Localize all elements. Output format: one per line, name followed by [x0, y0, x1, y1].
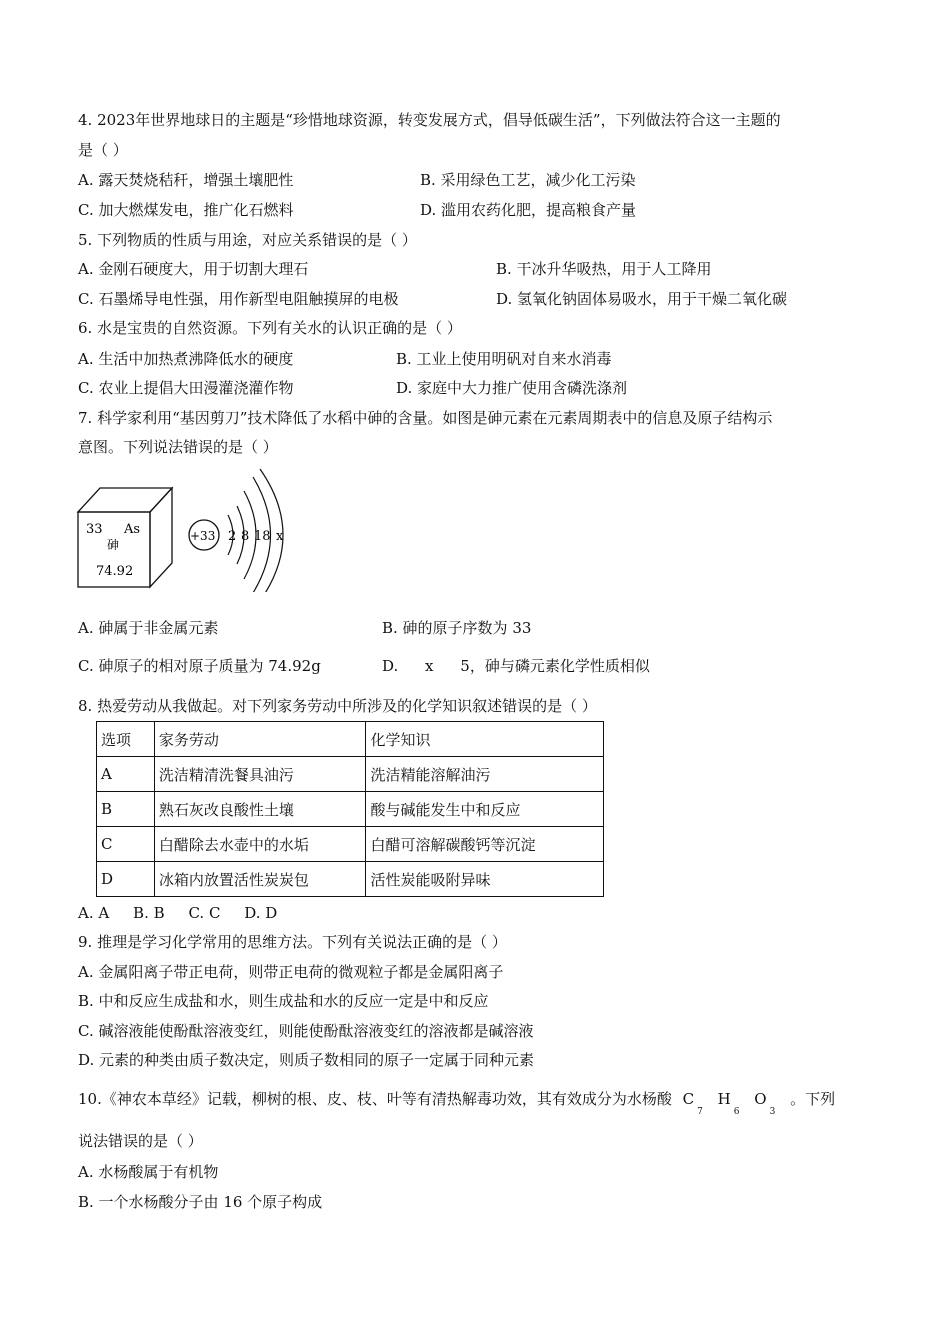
- q9-stem: 9. 推理是学习化学常用的思维方法。下列有关说法正确的是（ ）: [78, 933, 507, 951]
- table-header-row: [97, 722, 604, 757]
- q10-stem-line2: 说法错误的是（ ）: [78, 1132, 203, 1150]
- q5-option-b[interactable]: B. 干冰升华吸热，用于人工降用: [496, 260, 712, 278]
- q6-stem: 6. 水是宝贵的自然资源。下列有关水的认识正确的是（ ）: [78, 319, 462, 337]
- table-cell: 白醋除去水壶中的水垢: [154, 827, 366, 862]
- q6-option-b[interactable]: B. 工业上使用明矾对自来水消毒: [396, 350, 612, 368]
- q10-stem-text: 10.《神农本草经》记载，柳树的根、皮、枝、叶等有清热解毒功效，其有效成分为水杨酸: [78, 1090, 672, 1108]
- q8-stem: 8. 热爱劳动从我做起。对下列家务劳动中所涉及的化学知识叙述错误的是（ ）: [78, 697, 597, 715]
- q7-option-c[interactable]: C. 砷原子的相对原子质量为 74.92g: [78, 657, 321, 675]
- formula-subscript: 7: [697, 1107, 705, 1117]
- arsenic-diagram: [76, 468, 316, 592]
- q4-stem-line2: 是（ ）: [78, 141, 128, 159]
- q6-option-a[interactable]: A. 生活中加热煮沸降低水的硬度: [78, 350, 294, 368]
- q9-option-a[interactable]: A. 金属阳离子带正电荷，则带正电荷的微观粒子都是金属阳离子: [78, 963, 504, 981]
- formula-element: H: [717, 1090, 733, 1108]
- atom-structure-diagram: [189, 469, 284, 592]
- q4-option-b[interactable]: B. 采用绿色工艺，减少化工污染: [420, 171, 636, 189]
- q10-stem-line1: [78, 1089, 836, 1117]
- table-header-cell: 化学知识: [366, 722, 604, 757]
- q5-option-c[interactable]: C. 石墨烯导电性强，用作新型电阻触摸屏的电极: [78, 290, 399, 308]
- element-name: 砷: [107, 538, 120, 552]
- shell-electrons: x: [276, 529, 284, 544]
- table-cell: B: [97, 792, 155, 827]
- q4-option-a[interactable]: A. 露天焚烧秸秆，增强土壤肥性: [78, 171, 294, 189]
- table-cell: 熟石灰改良酸性土壤: [154, 792, 366, 827]
- shell-electrons: 8: [241, 529, 250, 544]
- table-row: [97, 862, 604, 897]
- table-cell: C: [97, 827, 155, 862]
- table-cell: 洗洁精能溶解油污: [366, 757, 604, 792]
- element-symbol: As: [124, 522, 141, 537]
- q7-option-a[interactable]: A. 砷属于非金属元素: [78, 619, 219, 637]
- table-cell: 白醋可溶解碳酸钙等沉淀: [366, 827, 604, 862]
- table-cell: 洗洁精清洗餐具油污: [154, 757, 366, 792]
- q7-option-d-x: x: [425, 657, 434, 675]
- q8-options[interactable]: A. A B. B C. C D. D: [78, 904, 278, 922]
- table-cell: 活性炭能吸附异味: [366, 862, 604, 897]
- nucleus-charge: +33: [190, 529, 216, 543]
- q5-option-d[interactable]: D. 氢氧化钠固体易吸水，用于干燥二氧化碳: [496, 290, 788, 308]
- q10-option-b[interactable]: B. 一个水杨酸分子由 16 个原子构成: [78, 1193, 323, 1211]
- table-header-cell: 家务劳动: [154, 722, 366, 757]
- q10-stem-end: 。下列: [790, 1090, 836, 1108]
- atomic-mass: 74.92: [96, 564, 134, 579]
- table-cell: 冰箱内放置活性炭炭包: [154, 862, 366, 897]
- formula-element: O: [754, 1090, 769, 1108]
- q6-option-c[interactable]: C. 农业上提倡大田漫灌浇灌作物: [78, 379, 294, 397]
- q4-option-d[interactable]: D. 滥用农药化肥，提高粮食产量: [420, 201, 637, 219]
- formula-subscript: 6: [733, 1107, 742, 1117]
- formula-subscript: 3: [769, 1107, 778, 1117]
- q10-option-a[interactable]: A. 水杨酸属于有机物: [78, 1163, 219, 1181]
- table-row: [97, 792, 604, 827]
- q7-option-b[interactable]: B. 砷的原子序数为 33: [382, 619, 532, 637]
- table-row: [97, 827, 604, 862]
- periodic-table-cell: [78, 488, 172, 587]
- table-cell: 酸与碱能发生中和反应: [366, 792, 604, 827]
- shell-electrons: 18: [254, 529, 271, 544]
- q9-option-d[interactable]: D. 元素的种类由质子数决定，则质子数相同的原子一定属于同种元素: [78, 1051, 535, 1069]
- q7-option-d-label: D.: [382, 657, 399, 675]
- table-cell: A: [97, 757, 155, 792]
- salicylic-acid-formula: [682, 1090, 790, 1117]
- formula-element: C: [682, 1090, 697, 1108]
- q8-table: [96, 721, 604, 897]
- q9-option-b[interactable]: B. 中和反应生成盐和水，则生成盐和水的反应一定是中和反应: [78, 992, 489, 1010]
- table-row: [97, 757, 604, 792]
- arsenic-figure: [76, 468, 316, 592]
- q5-stem: 5. 下列物质的性质与用途，对应关系错误的是（ ）: [78, 231, 417, 249]
- q9-option-c[interactable]: C. 碱溶液能使酚酞溶液变红，则能使酚酞溶液变红的溶液都是碱溶液: [78, 1022, 534, 1040]
- q7-option-d-text: 5，砷与磷元素化学性质相似: [460, 657, 650, 675]
- q4-stem-line1: 4. 2023年世界地球日的主题是“珍惜地球资源，转变发展方式，倡导低碳生活”，下列做法符合这一主题的: [78, 111, 781, 129]
- q6-option-d[interactable]: D. 家庭中大力推广使用含磷洗涤剂: [396, 379, 628, 397]
- q5-option-a[interactable]: A. 金刚石硬度大，用于切割大理石: [78, 260, 309, 278]
- shell-electrons: 2: [228, 529, 237, 544]
- table-cell: D: [97, 862, 155, 897]
- q7-stem-line2: 意图。下列说法错误的是（ ）: [78, 438, 278, 456]
- table-header-cell: 选项: [97, 722, 155, 757]
- q4-option-c[interactable]: C. 加大燃煤发电，推广化石燃料: [78, 201, 294, 219]
- q7-option-d[interactable]: [382, 656, 650, 676]
- atomic-number: 33: [86, 522, 103, 537]
- q7-stem-line1: 7. 科学家利用“基因剪刀”技术降低了水稻中砷的含量。如图是砷元素在元素周期表中的信息及原子结构示: [78, 409, 773, 427]
